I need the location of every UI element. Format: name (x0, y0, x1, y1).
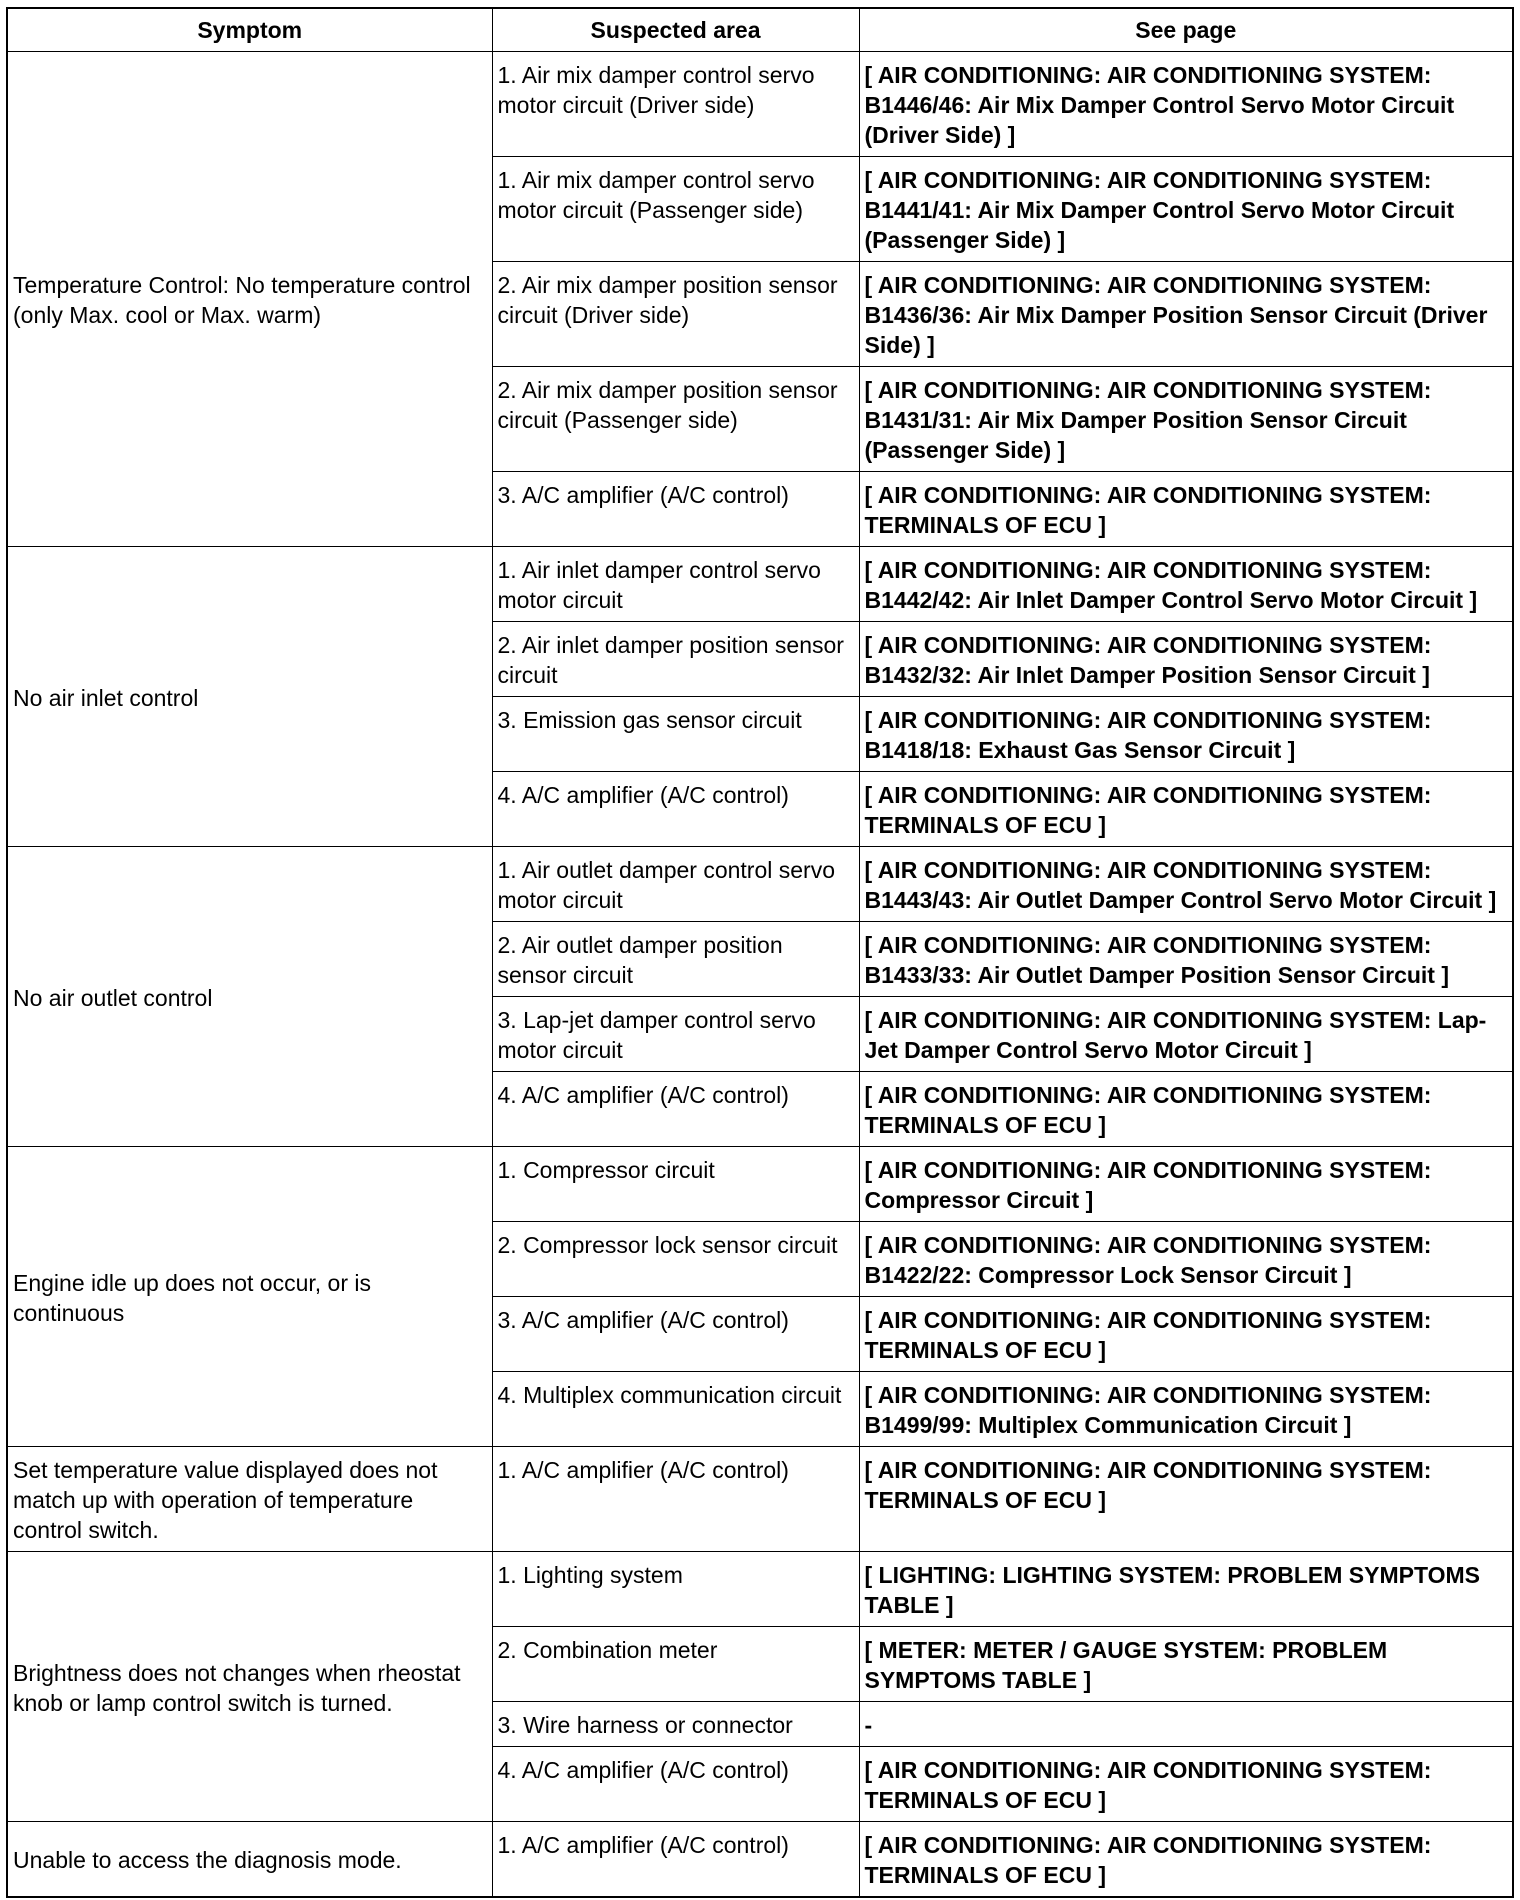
suspected-area-cell: 2. Air mix damper position sensor circuit (Driver side) (492, 262, 859, 367)
see-page-reference: [ AIR CONDITIONING: AIR CONDITIONING SYSTEM: TERMINALS OF ECU ] (859, 1447, 1513, 1552)
suspected-area-cell: 4. A/C amplifier (A/C control) (492, 1747, 859, 1822)
see-page-reference: [ AIR CONDITIONING: AIR CONDITIONING SYSTEM: TERMINALS OF ECU ] (859, 1072, 1513, 1147)
suspected-area-cell: 3. A/C amplifier (A/C control) (492, 472, 859, 547)
header-row (7, 8, 1513, 52)
suspected-area-cell: 1. Lighting system (492, 1552, 859, 1627)
header-suspected-area: Suspected area (492, 8, 859, 52)
symptom-cell: Engine idle up does not occur, or is continuous (7, 1147, 492, 1447)
see-page-reference: [ AIR CONDITIONING: AIR CONDITIONING SYSTEM: TERMINALS OF ECU ] (859, 1297, 1513, 1372)
see-page-reference: [ AIR CONDITIONING: AIR CONDITIONING SYSTEM: B1422/22: Compressor Lock Sensor Circuit ] (859, 1222, 1513, 1297)
see-page-reference: [ AIR CONDITIONING: AIR CONDITIONING SYSTEM: B1436/36: Air Mix Damper Position Sensor Circuit (Driver Side) ] (859, 262, 1513, 367)
suspected-area-cell: 1. Air mix damper control servo motor circuit (Passenger side) (492, 157, 859, 262)
see-page-reference: [ AIR CONDITIONING: AIR CONDITIONING SYSTEM: B1433/33: Air Outlet Damper Position Sensor Circuit ] (859, 922, 1513, 997)
header-see-page: See page (859, 8, 1513, 52)
table-body (7, 52, 1513, 1898)
suspected-area-cell: 3. A/C amplifier (A/C control) (492, 1297, 859, 1372)
see-page-reference: [ LIGHTING: LIGHTING SYSTEM: PROBLEM SYMPTOMS TABLE ] (859, 1552, 1513, 1627)
see-page-reference: [ METER: METER / GAUGE SYSTEM: PROBLEM SYMPTOMS TABLE ] (859, 1627, 1513, 1702)
see-page-reference: [ AIR CONDITIONING: AIR CONDITIONING SYSTEM: TERMINALS OF ECU ] (859, 1822, 1513, 1898)
problem-symptoms-table (6, 7, 1514, 1898)
see-page-reference: [ AIR CONDITIONING: AIR CONDITIONING SYSTEM: B1442/42: Air Inlet Damper Control Servo Motor Circuit ] (859, 547, 1513, 622)
suspected-area-cell: 1. Air outlet damper control servo motor circuit (492, 847, 859, 922)
suspected-area-cell: 4. A/C amplifier (A/C control) (492, 772, 859, 847)
suspected-area-cell: 2. Air inlet damper position sensor circuit (492, 622, 859, 697)
suspected-area-cell: 1. Air mix damper control servo motor circuit (Driver side) (492, 52, 859, 157)
see-page-reference: [ AIR CONDITIONING: AIR CONDITIONING SYSTEM: Lap-Jet Damper Control Servo Motor Circuit ] (859, 997, 1513, 1072)
see-page-reference: [ AIR CONDITIONING: AIR CONDITIONING SYSTEM: B1441/41: Air Mix Damper Control Servo Motor Circuit (Passenger Side) ] (859, 157, 1513, 262)
suspected-area-cell: 1. Compressor circuit (492, 1147, 859, 1222)
table-row (7, 1822, 1513, 1898)
see-page-reference: [ AIR CONDITIONING: AIR CONDITIONING SYSTEM: B1432/32: Air Inlet Damper Position Sensor Circuit ] (859, 622, 1513, 697)
table-row (7, 1447, 1513, 1552)
see-page-reference: [ AIR CONDITIONING: AIR CONDITIONING SYSTEM: TERMINALS OF ECU ] (859, 772, 1513, 847)
suspected-area-cell: 1. A/C amplifier (A/C control) (492, 1822, 859, 1898)
table-row (7, 1147, 1513, 1222)
symptom-cell: No air inlet control (7, 547, 492, 847)
suspected-area-cell: 2. Compressor lock sensor circuit (492, 1222, 859, 1297)
table-row (7, 1552, 1513, 1627)
symptom-cell: Temperature Control: No temperature control (only Max. cool or Max. warm) (7, 52, 492, 547)
see-page-reference: - (859, 1702, 1513, 1747)
table-row (7, 847, 1513, 922)
suspected-area-cell: 3. Wire harness or connector (492, 1702, 859, 1747)
table-row (7, 547, 1513, 622)
see-page-reference: [ AIR CONDITIONING: AIR CONDITIONING SYSTEM: B1431/31: Air Mix Damper Position Sensor Circuit (Passenger Side) ] (859, 367, 1513, 472)
suspected-area-cell: 3. Lap-jet damper control servo motor circuit (492, 997, 859, 1072)
see-page-reference: [ AIR CONDITIONING: AIR CONDITIONING SYSTEM: B1418/18: Exhaust Gas Sensor Circuit ] (859, 697, 1513, 772)
symptom-cell: Brightness does not changes when rheostat knob or lamp control switch is turned. (7, 1552, 492, 1822)
suspected-area-cell: 3. Emission gas sensor circuit (492, 697, 859, 772)
symptom-cell: Set temperature value displayed does not match up with operation of temperature control switch. (7, 1447, 492, 1552)
suspected-area-cell: 2. Air outlet damper position sensor circuit (492, 922, 859, 997)
see-page-reference: [ AIR CONDITIONING: AIR CONDITIONING SYSTEM: Compressor Circuit ] (859, 1147, 1513, 1222)
see-page-reference: [ AIR CONDITIONING: AIR CONDITIONING SYSTEM: B1446/46: Air Mix Damper Control Servo Motor Circuit (Driver Side) ] (859, 52, 1513, 157)
suspected-area-cell: 2. Air mix damper position sensor circuit (Passenger side) (492, 367, 859, 472)
suspected-area-cell: 1. A/C amplifier (A/C control) (492, 1447, 859, 1552)
table-row (7, 52, 1513, 157)
suspected-area-cell: 4. A/C amplifier (A/C control) (492, 1072, 859, 1147)
see-page-reference: [ AIR CONDITIONING: AIR CONDITIONING SYSTEM: TERMINALS OF ECU ] (859, 1747, 1513, 1822)
see-page-reference: [ AIR CONDITIONING: AIR CONDITIONING SYSTEM: B1499/99: Multiplex Communication Circuit ] (859, 1372, 1513, 1447)
see-page-reference: [ AIR CONDITIONING: AIR CONDITIONING SYSTEM: B1443/43: Air Outlet Damper Control Servo Motor Circuit ] (859, 847, 1513, 922)
suspected-area-cell: 2. Combination meter (492, 1627, 859, 1702)
table-header (7, 8, 1513, 52)
see-page-reference: [ AIR CONDITIONING: AIR CONDITIONING SYSTEM: TERMINALS OF ECU ] (859, 472, 1513, 547)
symptom-cell: No air outlet control (7, 847, 492, 1147)
suspected-area-cell: 4. Multiplex communication circuit (492, 1372, 859, 1447)
header-symptom: Symptom (7, 8, 492, 52)
suspected-area-cell: 1. Air inlet damper control servo motor circuit (492, 547, 859, 622)
symptom-cell: Unable to access the diagnosis mode. (7, 1822, 492, 1898)
